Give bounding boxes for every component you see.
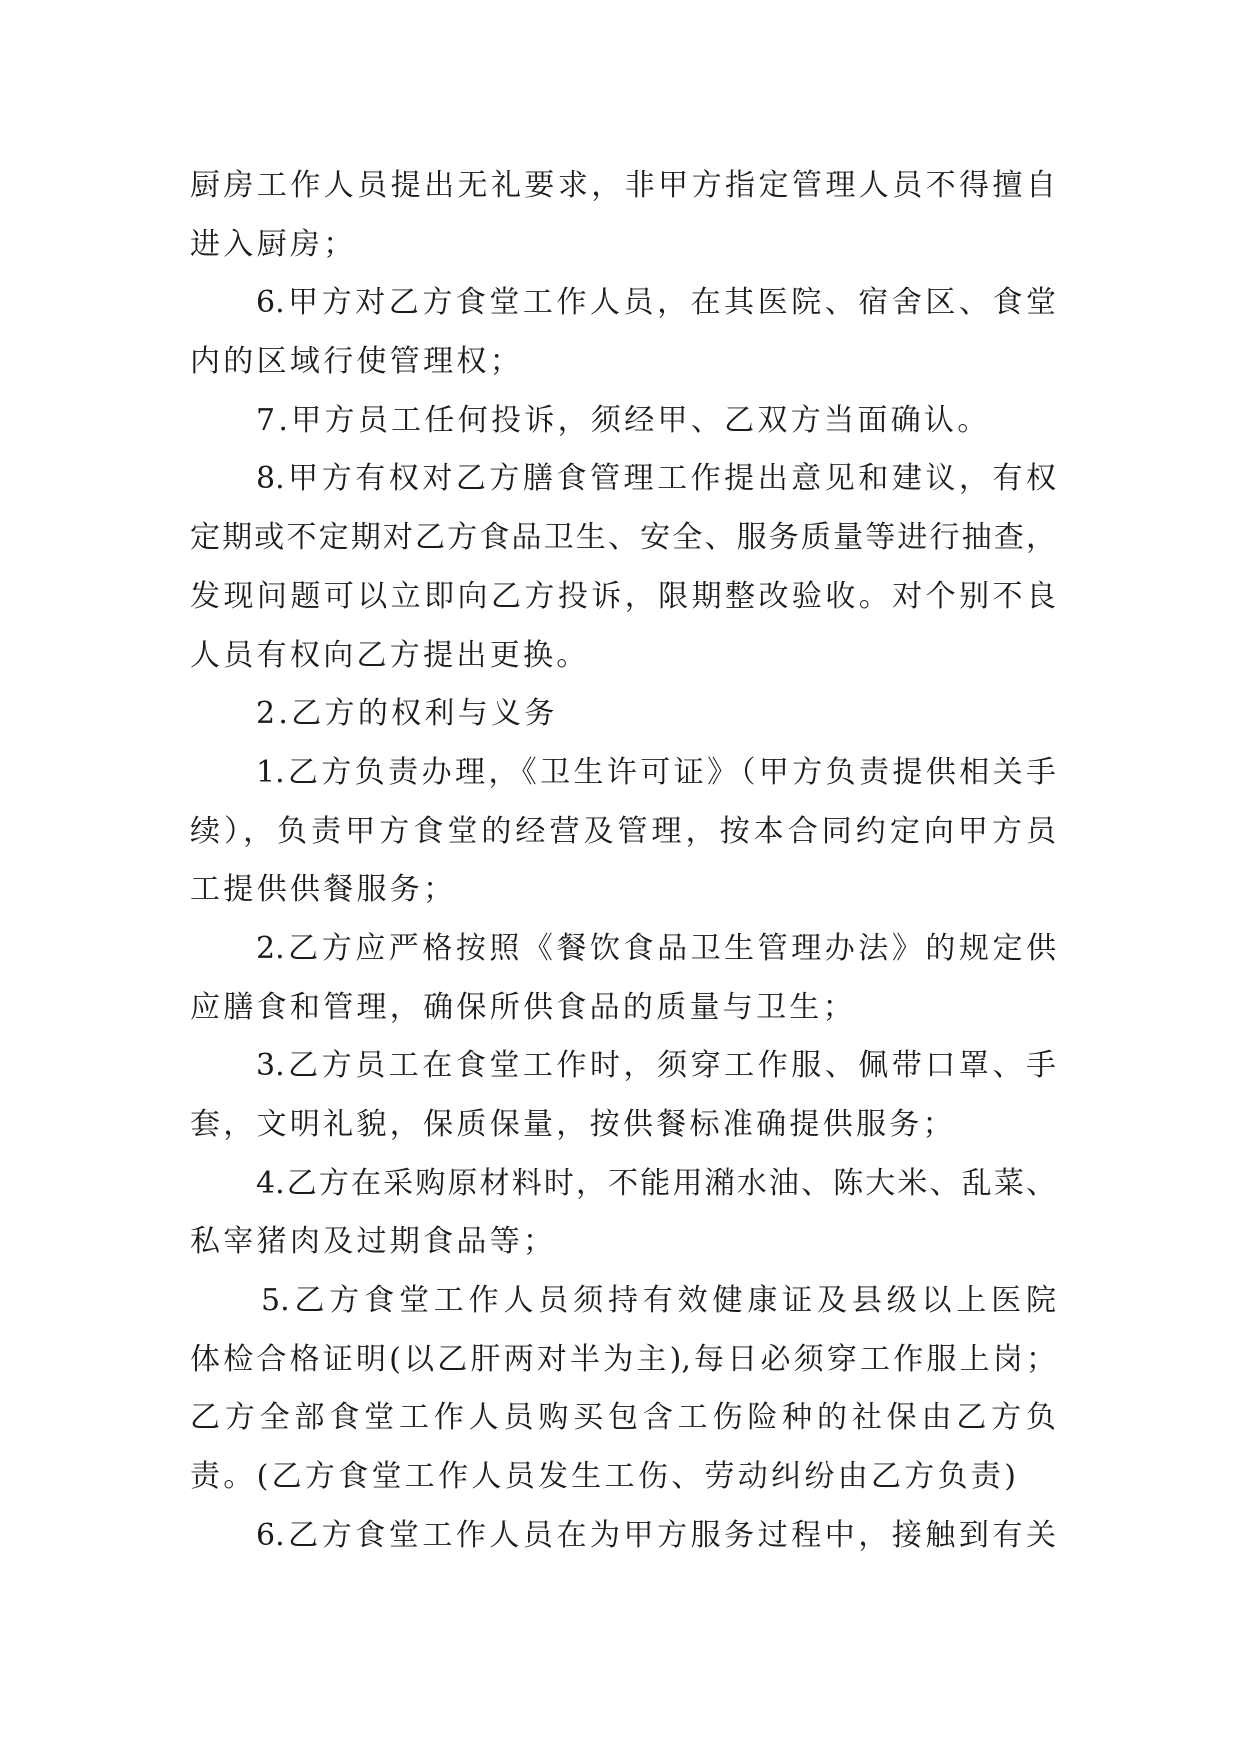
document-line: 1.乙方负责办理，《卫生许可证》（甲方负责提供相关手 [256,754,1056,790]
document-line: 6.乙方食堂工作人员在为甲方服务过程中，接触到有关 [256,1517,1056,1553]
document-line: 内的区域行使管理权； [190,344,523,380]
document-line: 续），负责甲方食堂的经营及管理，按本合同约定向甲方员 [190,813,1056,849]
document-line: 体检合格证明(以乙肝两对半为主),每日必须穿工作服上岗； [190,1341,1056,1377]
document-line: 私宰猪肉及过期食品等； [190,1224,557,1260]
document-line: 6.甲方对乙方食堂工作人员，在其医院、宿舍区、食堂 [256,285,1056,321]
document-line: 发现问题可以立即向乙方投诉，限期整改验收。对个别不良 [190,578,1056,614]
document-line: 乙方全部食堂工作人员购买包含工伤险种的社保由乙方负 [190,1400,1056,1436]
paragraph-item-2-party-b [190,920,1056,1037]
document-line: 5.乙方食堂工作人员须持有效健康证及县级以上医院 [261,1283,1056,1319]
paragraph-item-5-party-b [190,1272,1056,1507]
paragraph-item-6-party-b [190,1507,1056,1566]
document-line: 8.甲方有权对乙方膳食管理工作提出意见和建议，有权 [256,461,1056,497]
section-heading-party-b-rights [190,685,1056,744]
document-line: 厨房工作人员提出无礼要求，非甲方指定管理人员不得擅自 [190,168,1056,203]
document-line: 应膳食和管理，确保所供食品的质量与卫生； [190,989,856,1025]
paragraph-item-8-party-a [190,450,1056,685]
paragraph-item-6-party-a [190,274,1056,391]
paragraph-item-3-party-b [190,1037,1056,1154]
paragraph-item-7-party-a [190,392,1056,451]
document-line: 人员有权向乙方提出更换。 [190,637,590,673]
document-line: 套，文明礼貌，保质保量，按供餐标准确提供服务； [190,1107,956,1142]
document-line: 进入厨房； [190,226,357,262]
document-line: 3.乙方员工在食堂工作时，须穿工作服、佩带口罩、手 [256,1048,1056,1084]
document-line: 责。(乙方食堂工作人员发生工伤、劳动纠纷由乙方负责) [190,1459,1020,1495]
document-line: 工提供供餐服务； [190,872,457,908]
paragraph-item-4-party-b [190,1155,1056,1272]
document-body [190,157,1056,1566]
document-line: 2.乙方应严格按照《餐饮食品卫生管理办法》的规定供 [256,930,1056,966]
paragraph-continuation [190,157,1056,274]
document-line: 4.乙方在采购原材料时，不能用潲水油、陈大米、乱菜、 [256,1165,1056,1201]
document-line: 7.甲方员工任何投诉，须经甲、乙双方当面确认。 [256,402,991,438]
document-line: 定期或不定期对乙方食品卫生、安全、服务质量等进行抽查， [190,520,1056,556]
paragraph-item-1-party-b [190,744,1056,920]
section-heading: 2.乙方的权利与义务 [256,696,558,732]
